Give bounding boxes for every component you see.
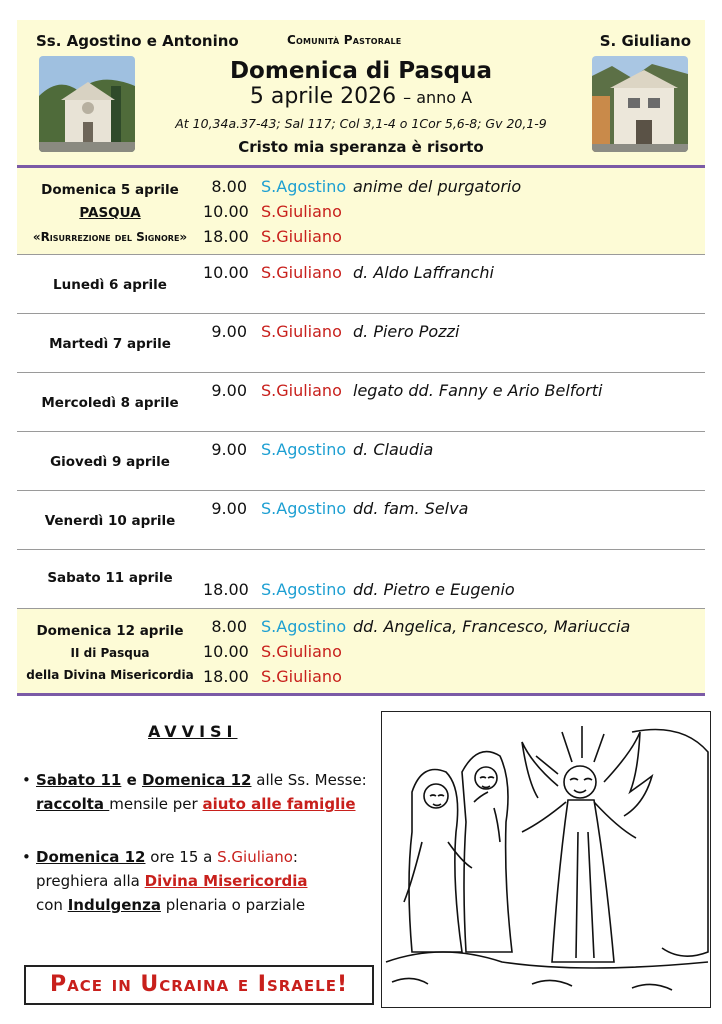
mass-entry xyxy=(203,642,353,661)
community-label: Comunità Pastorale xyxy=(287,33,402,47)
mass-time: 8.00 xyxy=(211,617,247,636)
date-text: 5 aprile 2026 xyxy=(249,84,397,109)
notice-text: raccolta xyxy=(36,795,110,813)
bulletin-header xyxy=(17,20,705,168)
mass-time: 10.00 xyxy=(203,642,249,661)
notice-item xyxy=(22,768,367,816)
notice-text: plenaria o parziale xyxy=(160,896,306,914)
mass-entry xyxy=(203,177,521,196)
mass-intention: d. Piero Pozzi xyxy=(353,322,460,341)
mass-entry xyxy=(203,667,353,686)
liturgical-date xyxy=(17,84,705,109)
mass-church: S.Giuliano xyxy=(261,381,342,400)
mass-church: S.Giuliano xyxy=(261,667,342,686)
readings-reference: At 10,34a.37-43; Sal 117; Col 3,1-4 o 1Cor 5,6-8; Gv 20,1-9 xyxy=(175,116,547,131)
mass-entry xyxy=(203,322,459,341)
mass-entry xyxy=(203,499,468,518)
notice-text: aiuto alle famiglie xyxy=(202,795,356,813)
notice-text: Divina Misericordia xyxy=(144,872,308,890)
notice-text: S.Giuliano xyxy=(217,848,293,866)
notice-text: : xyxy=(292,848,298,866)
mass-intention: dd. Angelica, Francesco, Mariuccia xyxy=(353,617,631,636)
mass-entry xyxy=(203,617,630,636)
motto: Cristo mia speranza è risorto xyxy=(238,138,484,156)
mass-time: 18.00 xyxy=(203,227,249,246)
notice-item xyxy=(22,845,307,917)
schedule-row xyxy=(17,550,705,609)
day-label: Domenica 5 aprile xyxy=(41,182,179,198)
mass-church: S.Agostino xyxy=(261,440,347,459)
mass-intention: d. Claudia xyxy=(353,440,434,459)
bullet-icon: • xyxy=(22,848,31,866)
notice-text: mensile per xyxy=(109,795,203,813)
mass-time: 10.00 xyxy=(203,202,249,221)
feast-label: II di Pasqua xyxy=(70,646,150,660)
mass-church: S.Agostino xyxy=(261,177,347,196)
mass-intention: dd. fam. Selva xyxy=(353,499,469,518)
mass-church: S.Agostino xyxy=(261,580,347,599)
notice-text: ore 15 a xyxy=(145,848,218,866)
day-label: Giovedì 9 aprile xyxy=(50,454,170,470)
notice-text: Indulgenza xyxy=(67,896,161,914)
page-title: Domenica di Pasqua xyxy=(229,58,493,84)
day-label: Mercoledì 8 aprile xyxy=(41,395,179,411)
schedule-row xyxy=(17,255,705,314)
schedule-row xyxy=(17,314,705,373)
notice-text: Domenica 12 xyxy=(36,848,146,866)
mass-church: S.Agostino xyxy=(261,499,347,518)
mass-time: 9.00 xyxy=(211,322,247,341)
feast-label: PASQUA xyxy=(79,205,141,221)
notice-text: e xyxy=(121,771,142,789)
feast-subtitle: della Divina Misericordia xyxy=(26,668,194,682)
mass-intention: anime del purgatorio xyxy=(353,177,522,196)
mass-intention: dd. Pietro e Eugenio xyxy=(353,580,515,599)
mass-time: 8.00 xyxy=(211,177,247,196)
day-label: Martedì 7 aprile xyxy=(49,336,171,352)
mass-time: 9.00 xyxy=(211,499,247,518)
notice-text: con xyxy=(36,896,68,914)
mass-time: 9.00 xyxy=(211,381,247,400)
day-label: Domenica 12 aprile xyxy=(36,623,184,639)
schedule-row xyxy=(17,168,705,255)
bullet-icon: • xyxy=(22,771,31,789)
mass-church: S.Agostino xyxy=(261,617,347,636)
notices-title: AVVISI xyxy=(148,722,238,741)
parish-right-name: S. Giuliano xyxy=(599,32,691,50)
schedule-bottom-divider xyxy=(17,693,705,696)
liturgical-year: – anno A xyxy=(403,88,473,107)
mass-church: S.Giuliano xyxy=(261,322,342,341)
mass-entry xyxy=(203,263,494,282)
day-label: Venerdì 10 aprile xyxy=(44,513,176,529)
mass-church: S.Giuliano xyxy=(261,202,342,221)
mass-entry xyxy=(203,227,353,246)
schedule-row xyxy=(17,491,705,550)
mass-intention: d. Aldo Laffranchi xyxy=(353,263,494,282)
notice-text: preghiera alla xyxy=(36,872,145,890)
resurrection-illustration xyxy=(381,711,711,1008)
mass-church: S.Giuliano xyxy=(261,642,342,661)
feast-subtitle: «Risurrezione del Signore» xyxy=(32,230,188,244)
day-label: Sabato 11 aprile xyxy=(47,570,173,586)
schedule-row xyxy=(17,432,705,491)
mass-entry xyxy=(203,381,602,400)
mass-time: 9.00 xyxy=(211,440,247,459)
peace-banner: Pace in Ucraina e Israele! xyxy=(24,965,374,1005)
mass-church: S.Giuliano xyxy=(261,263,342,282)
mass-entry xyxy=(203,440,433,459)
notice-text: Domenica 12 xyxy=(141,771,252,789)
parish-left-name: Ss. Agostino e Antonino xyxy=(36,32,239,50)
mass-church: S.Giuliano xyxy=(261,227,342,246)
mass-time: 10.00 xyxy=(203,263,249,282)
notice-text: alle Ss. Messe: xyxy=(251,771,367,789)
day-label: Lunedì 6 aprile xyxy=(53,277,167,293)
mass-entry xyxy=(203,580,515,599)
mass-entry xyxy=(203,202,353,221)
schedule-row xyxy=(17,373,705,432)
mass-intention: legato dd. Fanny e Ario Belforti xyxy=(353,381,603,400)
mass-time: 18.00 xyxy=(203,667,249,686)
schedule-row xyxy=(17,609,705,693)
notice-text: Sabato 11 xyxy=(36,771,122,789)
mass-time: 18.00 xyxy=(203,580,249,599)
